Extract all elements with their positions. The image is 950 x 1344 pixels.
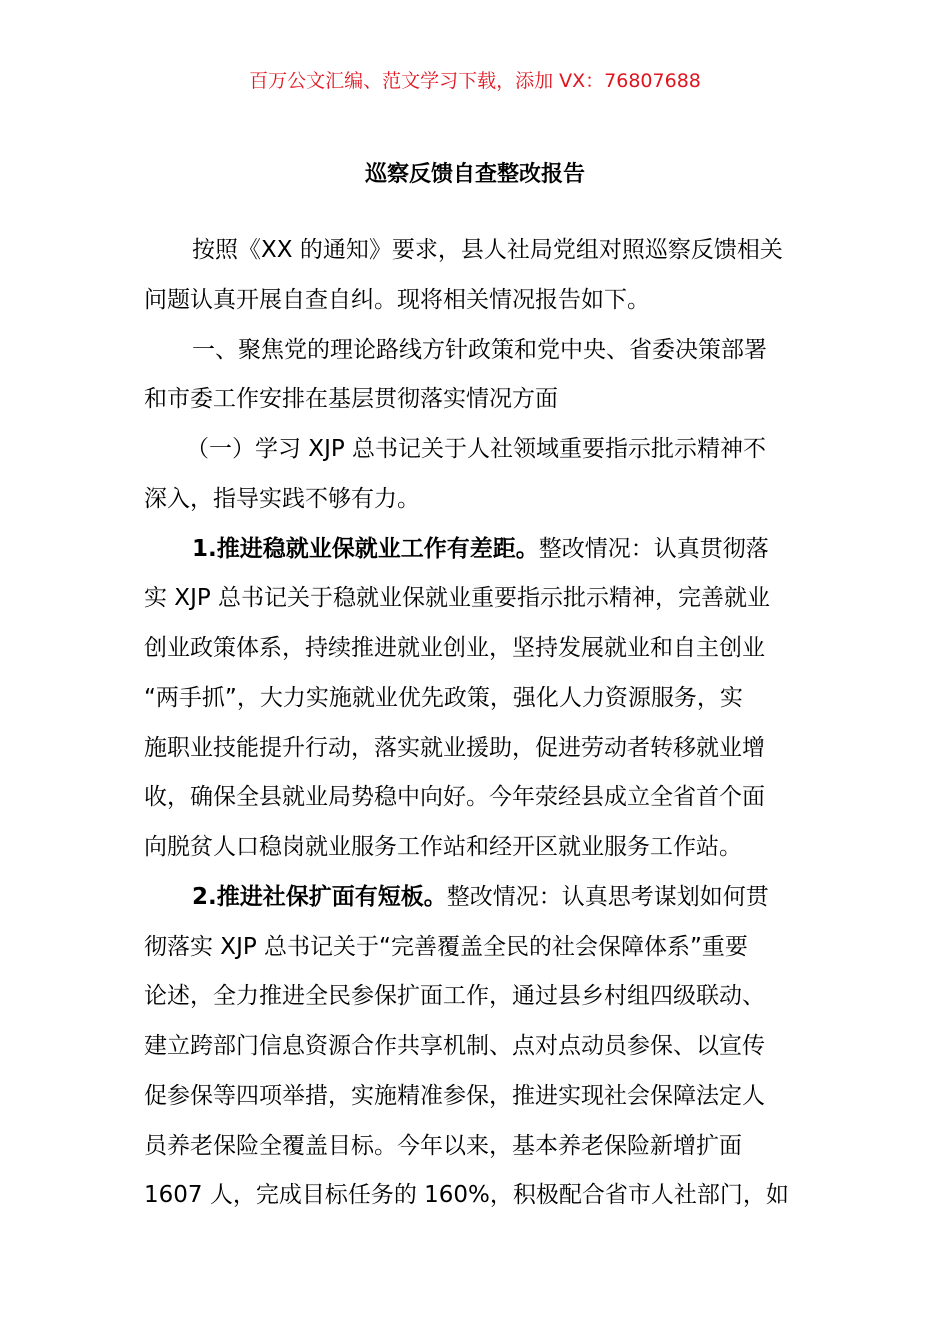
text-line: 实 XJP 总书记关于稳就业保就业重要指示批示精神，完善就业: [144, 585, 771, 612]
text-line: （一）学习 XJP 总书记关于人社领域重要指示批示精神不: [186, 436, 767, 462]
text-line: “两手抓”，大力实施就业优先政策，强化人力资源服务，实: [144, 684, 743, 711]
text-line: 建立跨部门信息资源合作共享机制、点对点动员参保、以宣传: [144, 1033, 765, 1059]
text-line: 一、聚焦党的理论路线方针政策和党中央、省委决策部署: [192, 336, 767, 363]
text-line: 施职业技能提升行动，落实就业援助，促进劳动者转移就业增: [144, 734, 765, 761]
text-line: 创业政策体系，持续推进就业创业，坚持发展就业和自主创业: [144, 635, 765, 661]
item-text: 整改情况：认真贯彻落: [538, 535, 769, 562]
document-title: 巡察反馈自查整改报告: [364, 162, 585, 187]
paragraph-intro: [144, 226, 808, 326]
text-line: 向脱贫人口稳岗就业服务工作站和经开区就业服务工作站。: [144, 834, 742, 860]
text-line: [144, 873, 808, 923]
header-promo-note: 百万公文汇编、范文学习下载，添加 VX：76807688: [249, 70, 701, 92]
item-heading: 2.推进社保扩面有短板。: [192, 883, 447, 910]
text-line: 收，确保全县就业局势稳中向好。今年荥经县成立全省首个面: [144, 784, 765, 811]
text-line: 按照《XX 的通知》要求，县人社局党组对照巡察反馈相关: [192, 237, 783, 263]
text-line: 彻落实 XJP 总书记关于“完善覆盖全民的社会保障体系”重要: [144, 933, 748, 960]
item-heading: 1.推进稳就业保就业工作有差距。: [192, 535, 539, 562]
item-text: 整改情况：认真思考谋划如何贯: [446, 883, 769, 910]
text-line: 论述，全力推进全民参保扩面工作，通过县乡村组四级联动、: [144, 983, 765, 1010]
text-line: 1607 人，完成目标任务的 160%，积极配合省市人社部门，如: [144, 1182, 789, 1209]
subsection-heading-one: [144, 425, 808, 525]
document-body: [144, 226, 808, 1221]
item-paragraph-social-insurance: [144, 873, 808, 1221]
text-line: 深入，指导实践不够有力。: [144, 485, 420, 512]
item-paragraph-employment: [144, 525, 808, 873]
section-heading-one: [144, 326, 808, 426]
text-line: 员养老保险全覆盖目标。今年以来，基本养老保险新增扩面: [144, 1132, 742, 1159]
text-line: [144, 525, 808, 575]
text-line: 促参保等四项举措，实施精准参保，推进实现社会保障法定人: [144, 1082, 765, 1109]
text-line: 问题认真开展自查自纠。现将相关情况报告如下。: [144, 286, 650, 313]
text-line: 和市委工作安排在基层贯彻落实情况方面: [144, 386, 558, 413]
